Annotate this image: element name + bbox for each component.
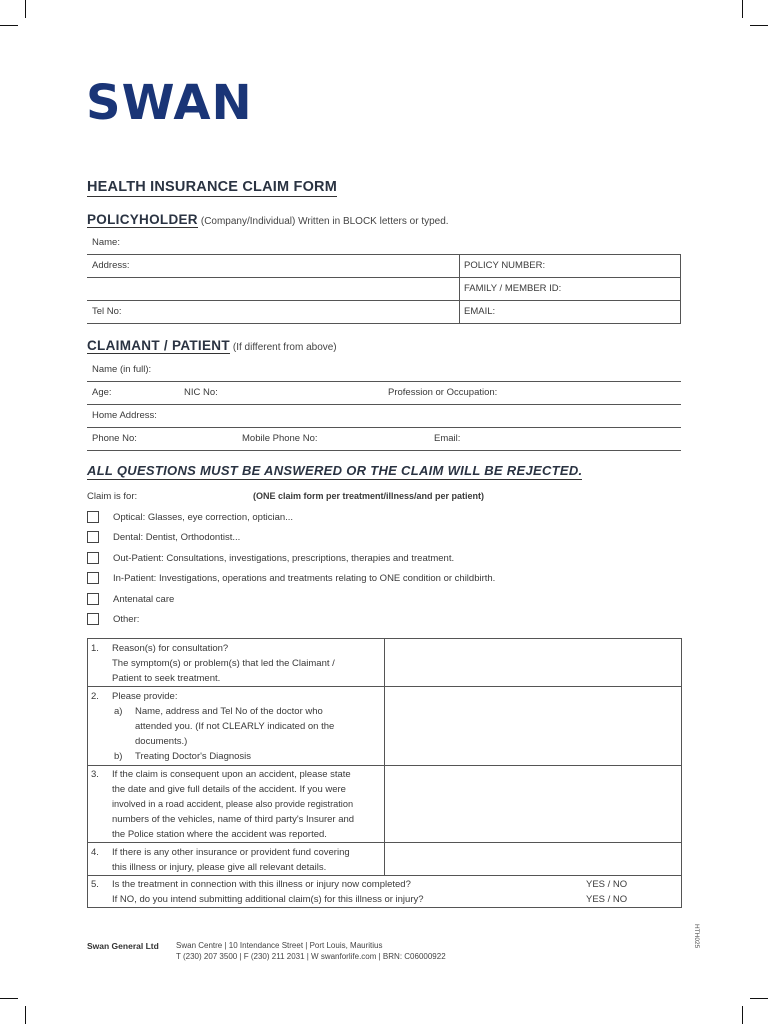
divider	[87, 427, 681, 428]
phone-field[interactable]: Phone No:	[92, 433, 137, 444]
q1-line: Patient to seek treatment.	[112, 673, 221, 684]
q5-line: Is the treatment in connection with this illness or injury now completed?	[112, 879, 411, 890]
q2-line: documents.)	[135, 736, 188, 747]
q5-yes-no-completed[interactable]: YES / NO	[586, 879, 628, 890]
divider	[680, 254, 681, 323]
out-patient-label: Out-Patient: Consultations, investigations, prescriptions, therapies and treatment.	[113, 553, 455, 564]
claimant-email-field[interactable]: Email:	[434, 433, 461, 444]
q3-line: If the claim is consequent upon an accident, please state	[112, 769, 351, 780]
swan-logo: SWAN	[86, 75, 253, 131]
divider	[87, 638, 88, 907]
q2-line: Treating Doctor's Diagnosis	[135, 751, 252, 762]
in-patient-checkbox[interactable]	[87, 572, 99, 584]
q1-line: Reason(s) for consultation?	[112, 643, 229, 654]
crop-mark	[0, 998, 18, 999]
q2-number: 2.	[91, 691, 99, 702]
claimant-note: (If different from above)	[232, 342, 337, 353]
divider	[87, 300, 681, 301]
divider	[87, 907, 682, 908]
crop-mark	[750, 25, 768, 26]
divider	[87, 381, 681, 382]
divider	[87, 404, 681, 405]
dental-label: Dental: Dentist, Orthodontist...	[113, 532, 241, 543]
divider	[87, 277, 681, 278]
divider	[681, 638, 682, 907]
mobile-phone-field[interactable]: Mobile Phone No:	[242, 433, 318, 444]
form-title: HEALTH INSURANCE CLAIM FORM	[87, 179, 338, 195]
crop-mark	[25, 0, 26, 18]
policy-number-field[interactable]: POLICY NUMBER:	[464, 260, 546, 271]
policyholder-heading	[87, 212, 449, 227]
q1-answer-box[interactable]	[385, 639, 681, 686]
q5-yes-no-additional[interactable]: YES / NO	[586, 894, 628, 905]
q3-line: numbers of the vehicles, name of third party's Insurer and	[112, 814, 355, 825]
crop-mark	[25, 1006, 26, 1024]
claimant-title: CLAIMANT / PATIENT	[87, 338, 230, 353]
age-field[interactable]: Age:	[92, 387, 112, 398]
claimant-name-field[interactable]: Name (in full):	[92, 364, 152, 375]
antenatal-label: Antenatal care	[113, 594, 175, 605]
address-field[interactable]: Address:	[92, 260, 130, 271]
q3-answer-box[interactable]	[385, 766, 681, 842]
antenatal-checkbox[interactable]	[87, 593, 99, 605]
footer-contact: T (230) 207 3500 | F (230) 211 2031 | W swanforlife.com | BRN: C06000922	[176, 952, 446, 961]
divider	[87, 450, 681, 451]
crop-mark	[0, 25, 18, 26]
q5-line: If NO, do you intend submitting additional claim(s) for this illness or injury?	[112, 894, 424, 905]
warning-notice: ALL QUESTIONS MUST BE ANSWERED OR THE CLAIM WILL BE REJECTED.	[87, 463, 583, 478]
q1-line: The symptom(s) or problem(s) that led the Claimant /	[112, 658, 335, 669]
q4-line: this illness or injury, please give all relevant details.	[112, 862, 327, 873]
divider	[87, 323, 681, 324]
profession-field[interactable]: Profession or Occupation:	[388, 387, 498, 398]
home-address-field[interactable]: Home Address:	[92, 410, 157, 421]
q3-line: involved in a road accident, please also provide registration	[112, 799, 354, 809]
q2-line: Please provide:	[112, 691, 178, 702]
divider	[87, 875, 682, 876]
footer-address: Swan Centre | 10 Intendance Street | Port Louis, Mauritius	[176, 941, 383, 950]
q2-line: attended you. (If not CLEARLY indicated on the	[135, 721, 335, 732]
q5-number: 5.	[91, 879, 99, 890]
q4-answer-box[interactable]	[385, 843, 681, 875]
footer-company: Swan General Ltd	[87, 941, 159, 951]
dental-checkbox[interactable]	[87, 531, 99, 543]
q4-line: If there is any other insurance or provident fund covering	[112, 847, 350, 858]
name-field[interactable]: Name:	[92, 237, 120, 248]
crop-mark	[750, 998, 768, 999]
policyholder-note: (Company/Individual) Written in BLOCK letters or typed.	[200, 216, 449, 227]
other-label: Other:	[113, 614, 140, 625]
out-patient-checkbox[interactable]	[87, 552, 99, 564]
q2-answer-box[interactable]	[385, 687, 681, 765]
divider	[87, 254, 681, 255]
tel-no-field[interactable]: Tel No:	[92, 306, 122, 317]
q4-number: 4.	[91, 847, 99, 858]
claim-for-note: (ONE claim form per treatment/illness/and per patient)	[253, 491, 485, 501]
crop-mark	[742, 0, 743, 18]
q2-b-label: b)	[114, 751, 123, 762]
form-code: HTH025	[693, 924, 700, 949]
in-patient-label: In-Patient: Investigations, operations and treatments relating to ONE condition or childbirth.	[113, 573, 496, 584]
claimant-heading	[87, 338, 337, 353]
divider	[459, 254, 460, 323]
q3-line: the date and give full details of the accident. If you were	[112, 784, 346, 795]
policyholder-title: POLICYHOLDER	[87, 212, 198, 227]
q1-number: 1.	[91, 643, 99, 654]
optical-checkbox[interactable]	[87, 511, 99, 523]
q2-a-label: a)	[114, 706, 123, 717]
q3-line: the Police station where the accident was reported.	[112, 829, 327, 840]
other-checkbox[interactable]	[87, 613, 99, 625]
crop-mark	[742, 1006, 743, 1024]
q3-number: 3.	[91, 769, 99, 780]
family-member-id-field[interactable]: FAMILY / MEMBER ID:	[464, 283, 562, 294]
q2-line: Name, address and Tel No of the doctor who	[135, 706, 323, 717]
email-field[interactable]: EMAIL:	[464, 306, 496, 317]
nic-field[interactable]: NIC No:	[184, 387, 218, 398]
claim-for-label: Claim is for:	[87, 491, 138, 502]
optical-label: Optical: Glasses, eye correction, optician...	[113, 512, 294, 523]
